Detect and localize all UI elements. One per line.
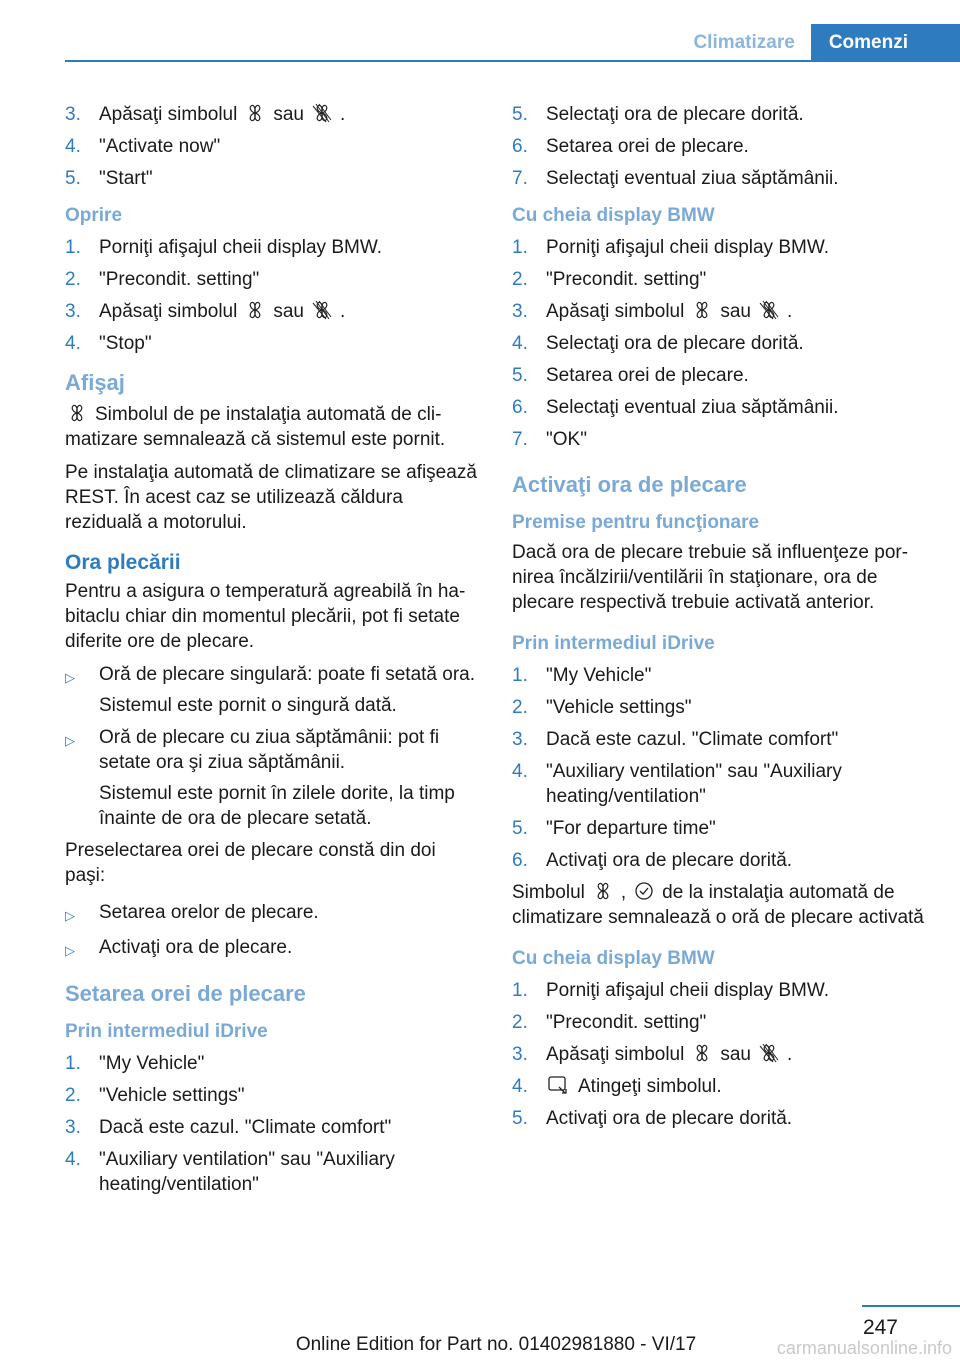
list-item (65, 102, 480, 127)
step-text: Activaţi ora de plecare dorită. (546, 1108, 793, 1129)
step-text-after: . (339, 301, 346, 322)
list-item (65, 935, 480, 963)
step-text: Setarea orei de plecare. (546, 365, 749, 386)
symbol-text-before: Simbolul (512, 882, 585, 903)
step-text: "My Vehicle" (99, 1053, 205, 1074)
list-item (512, 267, 932, 292)
bullet-content (99, 662, 475, 718)
preselect-paragraph: Preselectarea orei de plecare constă din doi paşi: (65, 840, 436, 886)
step-number: 4. (512, 1076, 528, 1097)
list-item (512, 331, 932, 356)
list-item (512, 848, 932, 873)
step-text-mid: sau (720, 301, 751, 322)
step-number: 5. (512, 365, 528, 386)
step-text-before: Apăsaţi simbolul (99, 301, 238, 322)
heading-oprire: Oprire (65, 205, 123, 226)
list-item (512, 759, 932, 809)
list-item (65, 1051, 480, 1076)
step-text: Selectaţi eventual ziua săptămânii. (546, 168, 839, 189)
list-item (512, 1106, 932, 1131)
clock-check-icon (632, 881, 656, 901)
fan-outline-icon (243, 103, 267, 123)
list-item (512, 395, 932, 420)
heading-idrive-right: Prin intermediul iDrive (512, 633, 715, 654)
step-number: 7. (512, 168, 528, 189)
step-text-before: Apăsaţi simbolul (99, 104, 238, 125)
step-text-after: . (786, 1044, 793, 1065)
list-item (65, 725, 480, 831)
symbol-text-after: de la instalaţia automată de climatizare semnalează o oră de plecare activată (512, 882, 924, 928)
step-text (99, 299, 345, 324)
list-item (65, 331, 480, 356)
step-text: Porniţi afişajul cheii display BMW. (99, 237, 382, 258)
key-activate-steps-list (512, 978, 932, 1131)
list-item (512, 727, 932, 752)
fan-outline-icon (65, 403, 89, 423)
step-text: Porniţi afişajul cheii display BMW. (546, 980, 829, 1001)
step-text-mid: sau (720, 1044, 751, 1065)
step-text: "Vehicle settings" (99, 1085, 245, 1106)
list-item (65, 299, 480, 324)
bullet-text: Oră de plecare cu ziua săptămânii: pot fi setate ora şi ziua săptămânii. (99, 727, 440, 773)
departure-types-list (65, 662, 480, 831)
list-item (512, 363, 932, 388)
page-number: 247 (862, 1316, 898, 1339)
triangle-bullet-icon: ▷ (65, 670, 75, 685)
list-item (512, 663, 932, 688)
step-number: 5. (512, 104, 528, 125)
step-number: 3. (65, 1117, 81, 1138)
step-number: 3. (65, 104, 81, 125)
premise-paragraph: Dacă ora de plecare trebuie să influenţeze pornirea încălzirii/ventilării în staţionare, ora de plecare respectivă trebuie activată anterior. (512, 542, 909, 613)
afisaj-paragraph-1 (65, 402, 480, 452)
step-number: 3. (512, 729, 528, 750)
step-text: "My Vehicle" (546, 665, 652, 686)
ora-paragraph: Pentru a asigura o temperatură agreabilă în habitaclu chiar din momentul plecării, pot fi setate diferite ore de plecare. (65, 581, 466, 652)
list-item (512, 1010, 932, 1035)
fan-outline-icon (690, 1043, 714, 1063)
tab-climatizare[interactable]: Climatizare (693, 32, 795, 53)
step-text: "Auxiliary ventilation" sau "Auxiliary heating/ventilation" (99, 1149, 395, 1195)
list-item (512, 134, 932, 159)
step-number: 2. (512, 269, 528, 290)
step-text: "Auxiliary ventilation" sau "Auxiliary heating/ventilation" (546, 761, 842, 807)
list-item (512, 1042, 932, 1067)
afisaj-paragraph-2: Pe instalaţia automată de climatizare se afişează REST. În acest caz se utilizează căldura reziduală a motorului. (65, 462, 477, 533)
step-text: "For departure time" (546, 818, 716, 839)
step-text: "Precondit. setting" (99, 269, 260, 290)
fan-outline-icon (243, 300, 267, 320)
bullet-subtext: Sistemul este pornit în zilele dorite, la timp înainte de ora de plecare setată. (99, 783, 455, 829)
step-number: 5. (512, 818, 528, 839)
bullet-content (99, 725, 480, 831)
header-tabs (677, 24, 960, 62)
step-number: 1. (65, 1053, 81, 1074)
heading-ora-plecarii: Ora plecării (65, 551, 181, 574)
step-text-mid: sau (273, 104, 304, 125)
step-text-after: . (786, 301, 793, 322)
step-text (99, 102, 345, 127)
step-number: 2. (65, 1085, 81, 1106)
fan-filled-icon (757, 1043, 781, 1063)
bullet-text: Oră de plecare singulară: poate fi setată ora. (99, 664, 476, 685)
bullet-text: Setarea orelor de plecare. (99, 902, 319, 923)
step-text: "Vehicle settings" (546, 697, 692, 718)
heading-setarea-orei: Setarea orei de plecare (65, 981, 306, 1006)
step-number: 7. (512, 429, 528, 450)
key-display-icon (546, 1075, 570, 1095)
step-number: 3. (65, 301, 81, 322)
step-text: "Activate now" (99, 136, 221, 157)
step-text: "OK" (546, 429, 587, 450)
step-number: 1. (512, 237, 528, 258)
step-text (546, 1074, 722, 1099)
step-number: 1. (512, 980, 528, 1001)
list-item (512, 427, 932, 452)
step-text (546, 299, 792, 324)
start-steps-list (65, 102, 480, 191)
step-text: Activaţi ora de plecare dorită. (546, 850, 793, 871)
step-number: 4. (65, 136, 81, 157)
afisaj-text-1: Simbolul de pe instalaţia automată de climatizare semnalează că sistemul este pornit. (65, 404, 446, 450)
left-column (65, 102, 480, 1204)
bullet-subtext: Sistemul este pornit o singură dată. (99, 695, 397, 716)
step-number: 4. (512, 333, 528, 354)
step-number: 1. (65, 237, 81, 258)
step-text: Dacă este cazul. "Climate comfort" (99, 1117, 392, 1138)
step-text: Porniţi afişajul cheii display BMW. (546, 237, 829, 258)
triangle-bullet-icon: ▷ (65, 908, 75, 923)
list-item (65, 662, 480, 718)
step-number: 3. (512, 301, 528, 322)
heading-idrive: Prin intermediul iDrive (65, 1021, 268, 1042)
step-number: 6. (512, 850, 528, 871)
step-text: Dacă este cazul. "Climate comfort" (546, 729, 839, 750)
page-header (65, 0, 960, 62)
heading-afisaj: Afişaj (65, 370, 125, 395)
list-item (512, 166, 932, 191)
heading-cheia-display-1: Cu cheia display BMW (512, 205, 715, 226)
list-item (65, 267, 480, 292)
step-number: 3. (512, 1044, 528, 1065)
step-text (546, 1042, 792, 1067)
fan-filled-icon (757, 300, 781, 320)
list-item (512, 695, 932, 720)
step-number: 6. (512, 136, 528, 157)
fan-filled-icon (310, 103, 334, 123)
list-item (512, 978, 932, 1003)
list-item (65, 1115, 480, 1140)
setting-steps-list (512, 102, 932, 191)
step-number: 1. (512, 665, 528, 686)
fan-filled-icon (310, 300, 334, 320)
step-number: 2. (65, 269, 81, 290)
step-number: 4. (512, 761, 528, 782)
step-number: 5. (65, 168, 81, 189)
fan-outline-icon (591, 881, 615, 901)
symbol-paragraph (512, 880, 932, 930)
step-number: 4. (65, 333, 81, 354)
step-text-before: Apăsaţi simbolul (546, 301, 685, 322)
list-item (65, 1083, 480, 1108)
bullet-text: Activaţi ora de plecare. (99, 937, 293, 958)
tab-comenzi[interactable]: Comenzi (811, 24, 960, 62)
step-text: "Precondit. setting" (546, 1012, 707, 1033)
heading-premise: Premise pentru funcţionare (512, 512, 760, 533)
heading-cheia-display-2: Cu cheia display BMW (512, 948, 715, 969)
step-number: 4. (65, 1149, 81, 1170)
list-item (65, 235, 480, 260)
step-text: "Start" (99, 168, 153, 189)
key-setting-steps-list (512, 235, 932, 452)
step-text: Selectaţi ora de plecare dorită. (546, 104, 804, 125)
triangle-bullet-icon: ▷ (65, 943, 75, 958)
watermark: carmanualsonline.info (776, 1338, 952, 1358)
list-item (512, 102, 932, 127)
step-text: "Precondit. setting" (546, 269, 707, 290)
step-text: "Stop" (99, 333, 152, 354)
list-item (512, 235, 932, 260)
step-text: Selectaţi eventual ziua săptămânii. (546, 397, 839, 418)
step-text-mid: sau (273, 301, 304, 322)
step-text-before: Apăsaţi simbolul (546, 1044, 685, 1065)
symbol-text-comma: , (620, 882, 627, 903)
list-item (512, 299, 932, 324)
list-item (65, 900, 480, 928)
heading-activati-ora: Activaţi ora de plecare (512, 472, 747, 497)
list-item (65, 134, 480, 159)
list-item (65, 166, 480, 191)
idrive-steps-list (65, 1051, 480, 1197)
list-item (512, 816, 932, 841)
fan-outline-icon (690, 300, 714, 320)
step-text-main: Atingeţi simbolul. (578, 1076, 722, 1097)
step-text: Setarea orei de plecare. (546, 136, 749, 157)
step-number: 6. (512, 397, 528, 418)
right-column (512, 102, 932, 1138)
stop-steps-list (65, 235, 480, 356)
step-number: 2. (512, 697, 528, 718)
footer-rule (862, 1305, 960, 1307)
step-text: Selectaţi ora de plecare dorită. (546, 333, 804, 354)
step-number: 5. (512, 1108, 528, 1129)
list-item (512, 1074, 932, 1099)
triangle-bullet-icon: ▷ (65, 733, 75, 748)
step-text-after: . (339, 104, 346, 125)
edition-text: Online Edition for Part no. 01402981880 - VI/17 (295, 1334, 697, 1355)
activate-idrive-steps-list (512, 663, 932, 873)
preselect-steps-list (65, 900, 480, 963)
step-number: 2. (512, 1012, 528, 1033)
list-item (65, 1147, 480, 1197)
